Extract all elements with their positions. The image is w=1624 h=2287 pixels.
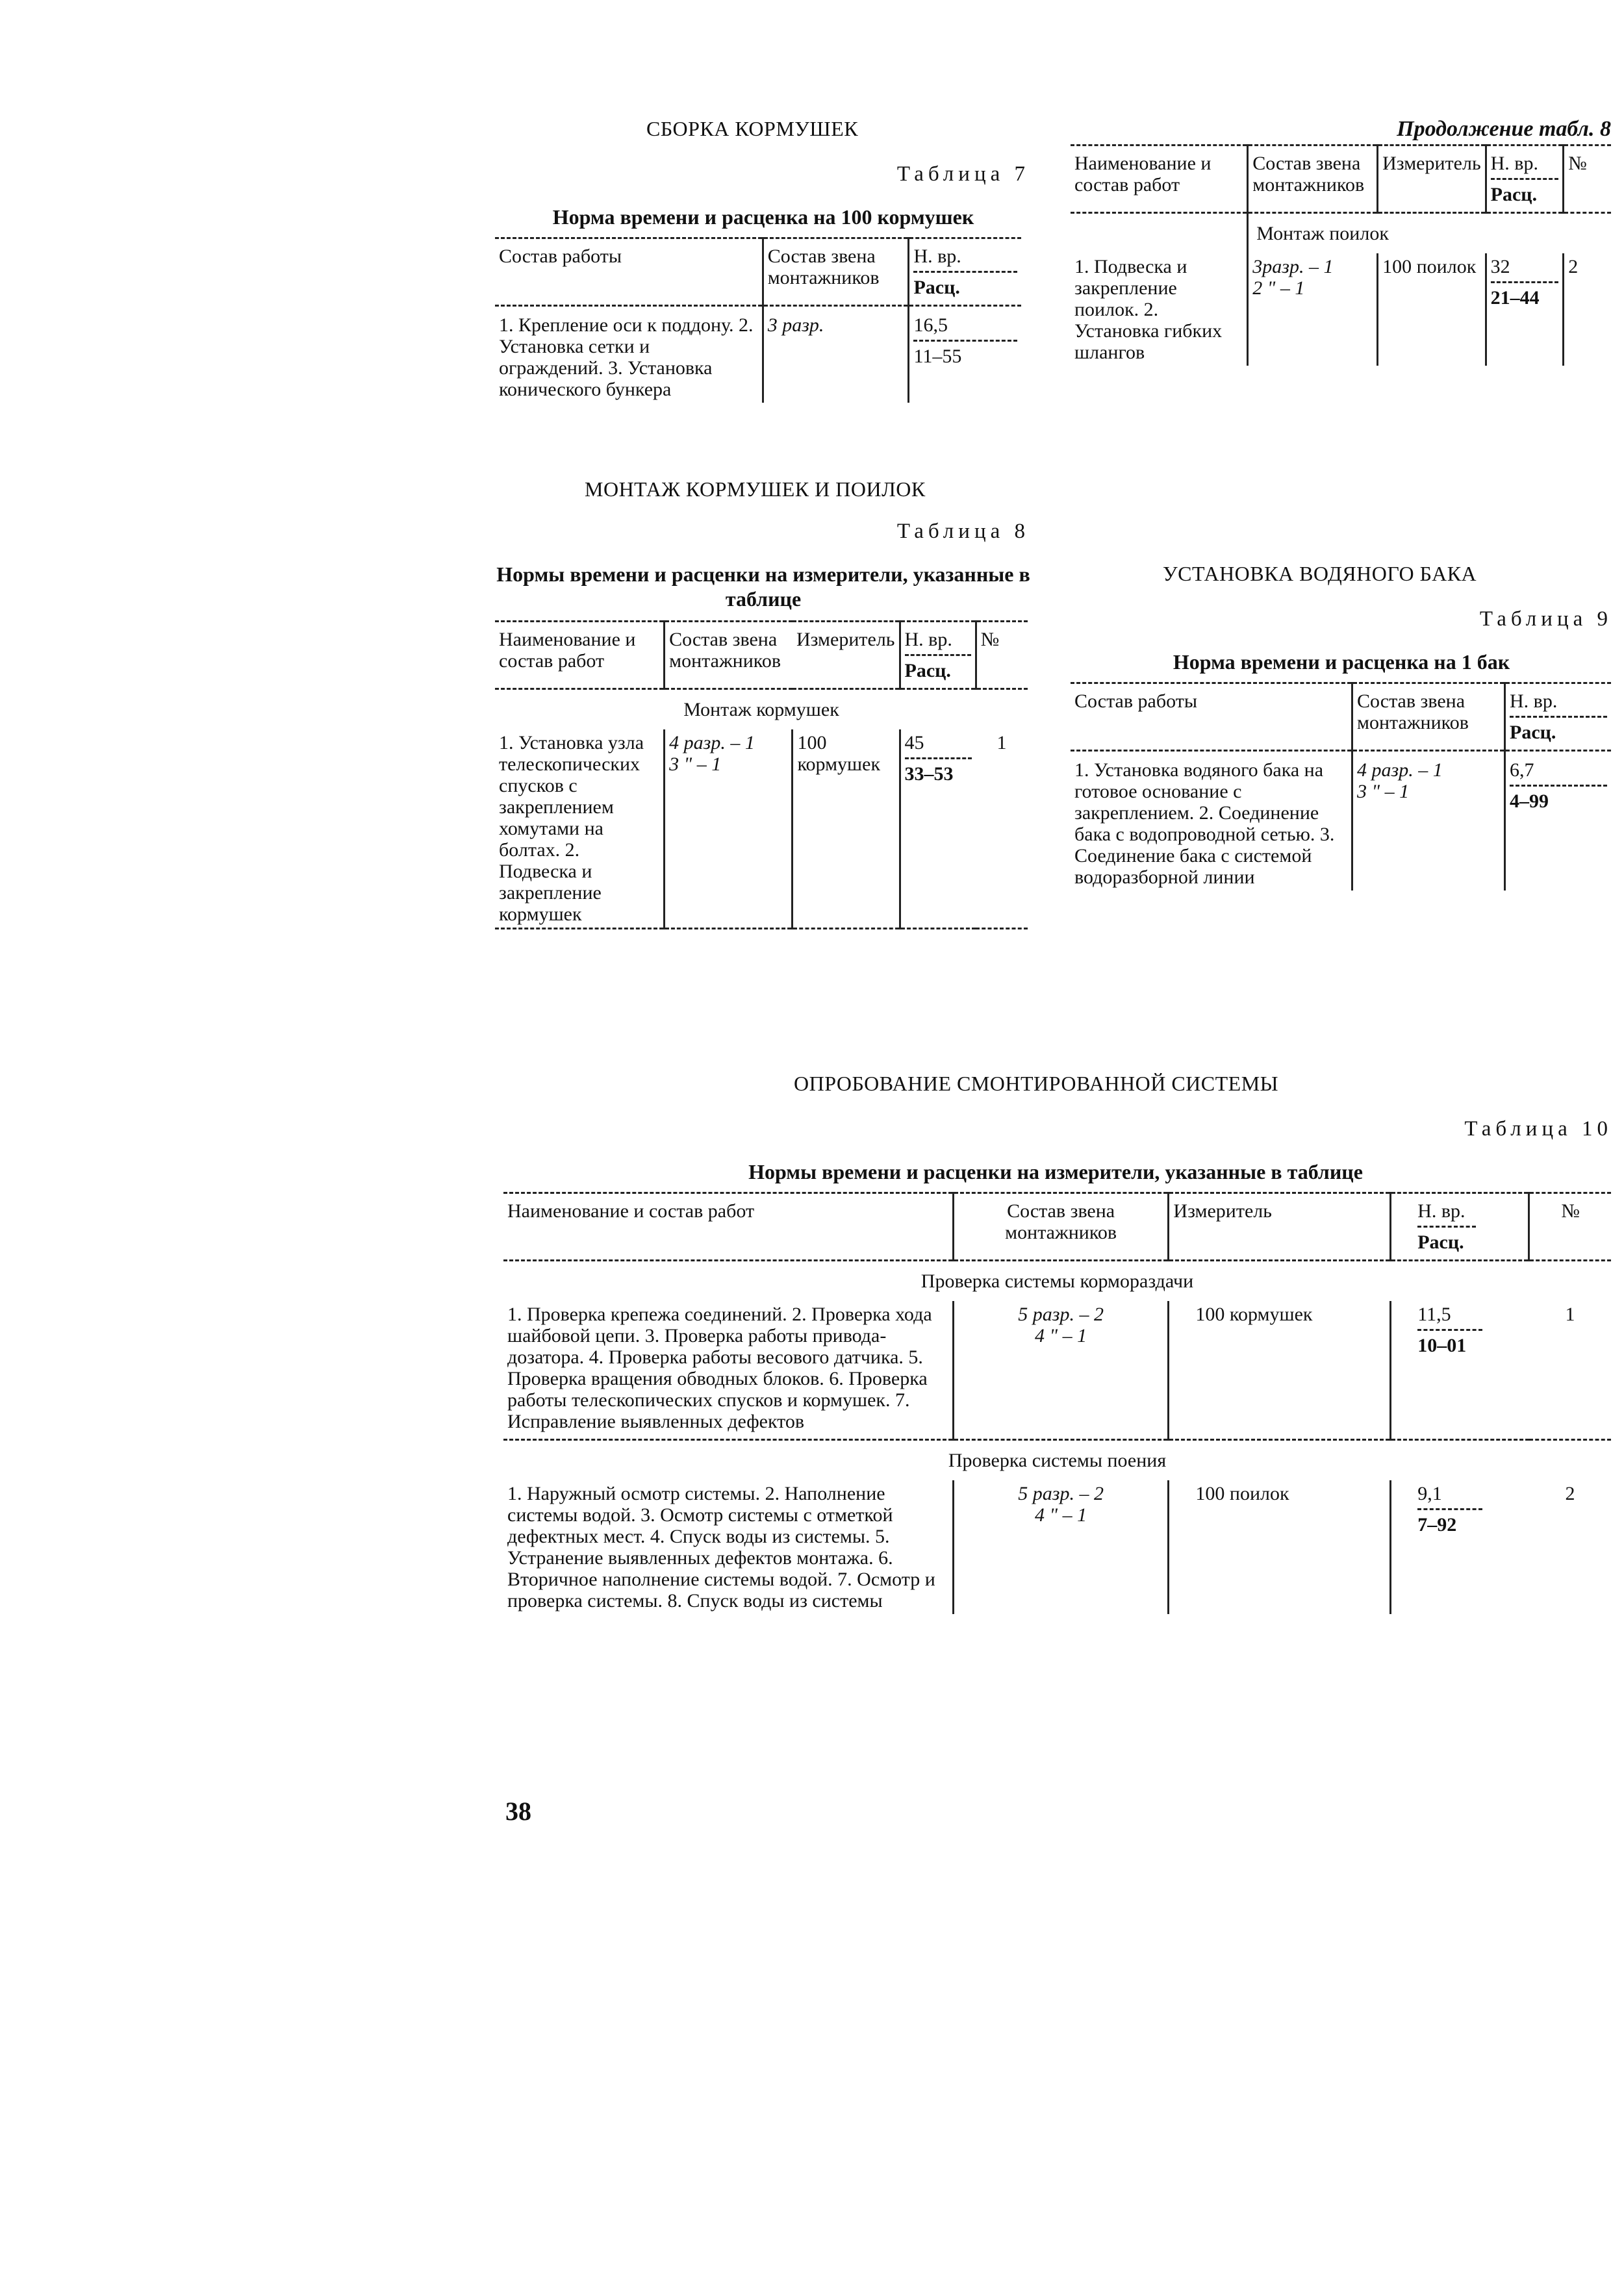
t10-header-crew: Состав звена монтажников (953, 1193, 1169, 1261)
t8-row-norm (900, 729, 976, 929)
t8-row-num: 1 (976, 729, 1028, 929)
table7-label: Таблица 7 (896, 162, 1030, 186)
t10-header-work: Наименование и состав работ (503, 1193, 953, 1261)
t10-header-rate-label: Расц. (1417, 1226, 1476, 1253)
t7-row-crew: 3 разр. (763, 306, 909, 403)
t7-rate-value: 11–55 (913, 340, 1017, 367)
t9-row-norm (1505, 751, 1612, 891)
t8c-crew-line1: 3разр. – 1 (1252, 256, 1334, 277)
t10-row2-unit: 100 поилок (1169, 1480, 1391, 1614)
t8-section-feeders: Монтаж кормушек (683, 699, 839, 720)
t8c-row-norm (1486, 253, 1564, 366)
section-title-feeders-drinkers-mount: МОНТАЖ КОРМУШЕК И ПОИЛОК (585, 477, 926, 501)
t10-row1-norm (1391, 1301, 1529, 1440)
t8c-header-unit: Измеритель (1378, 145, 1486, 213)
table8-label: Таблица 8 (896, 520, 1030, 543)
t10-row1-rate-value: 10–01 (1417, 1329, 1482, 1356)
t7-header-rate-label: Расц. (913, 271, 1017, 298)
t9-row-work: 1. Установка водяного бака на готовое основание с закреплением. 2. Соединение бака с водопроводной сетью. 3. Соединение бака с системой водоразборной линии (1074, 759, 1335, 888)
t10-row2-norm (1391, 1480, 1529, 1614)
t8c-header-num: № (1564, 145, 1611, 213)
t8-crew-line2: 3 " – 1 (669, 753, 722, 775)
t10-row2-norm-value: 9,1 (1417, 1483, 1442, 1504)
section-title-feeders-assembly: СБОРКА КОРМУШЕК (646, 117, 859, 140)
table10-label: Таблица 10 (1464, 1117, 1612, 1141)
t8-norm-value: 45 (904, 732, 924, 753)
t8c-header-work: Наименование и состав работ (1071, 145, 1248, 213)
t10-row1-num: 1 (1565, 1304, 1575, 1325)
page-number: 38 (505, 1797, 531, 1826)
t8-header-rate-label: Расц. (905, 654, 971, 681)
t10-header-unit: Измеритель (1169, 1193, 1391, 1261)
t8c-row-unit: 100 поилок (1378, 253, 1486, 366)
table9 (1071, 682, 1611, 891)
t10-row2-crew-line1: 5 разр. – 2 (1018, 1483, 1104, 1504)
t8c-header-norm-label: Н. вр. (1490, 153, 1538, 174)
t9-header-crew: Состав звена монтажников (1352, 683, 1505, 751)
t8-row-unit: 100 кормушек (793, 729, 900, 929)
t10-header-num: № (1529, 1193, 1611, 1261)
t9-crew-line2: 3 " – 1 (1357, 781, 1410, 802)
t8-header-unit: Измеритель (793, 622, 900, 689)
t8-header-norm (900, 622, 976, 689)
section-title-water-tank: УСТАНОВКА ВОДЯНОГО БАКА (1163, 562, 1477, 585)
t8c-rate-value: 21–44 (1491, 281, 1559, 309)
t8-crew-line1: 4 разр. – 1 (669, 732, 755, 753)
t8-header-work: Наименование и состав работ (495, 622, 665, 689)
t8c-header-rate-label: Расц. (1491, 178, 1559, 205)
t10-section-watering: Проверка системы поения (503, 1440, 1611, 1481)
table9-caption: Норма времени и расценка на 1 бак (1173, 650, 1510, 674)
t7-header-work: Состав работы (495, 238, 763, 306)
t10-row1-crew (953, 1301, 1169, 1440)
table8-continuation (1071, 144, 1611, 366)
t10-row1-work: 1. Проверка крепежа соединений. 2. Проверка хода шайбовой цепи. 3. Проверка работы привода-дозатора. 4. Проверка работы весового датчика. 5. Проверка вращения обводных блоков. 6. Проверка работы телескопических спусков и кормушек. 7. Исправление выявленных дефектов (507, 1304, 932, 1432)
t10-row2-rate-value: 7–92 (1417, 1508, 1482, 1535)
t8c-header-norm (1486, 145, 1564, 213)
t9-row-crew (1352, 751, 1505, 891)
t7-header-norm (909, 238, 1021, 306)
t7-header-norm-label: Н. вр. (913, 246, 961, 267)
t9-header-work: Состав работы (1071, 683, 1352, 751)
table7 (495, 237, 1021, 403)
table10-caption: Нормы времени и расценки на измерители, указанные в таблице (748, 1160, 1363, 1183)
t7-row-work: 1. Крепление оси к поддону. 2. Установка сетки и ограждений. 3. Установка конического бункера (499, 314, 754, 400)
t8c-norm-value: 32 (1490, 256, 1510, 277)
t10-row1-crew-line2: 4 " – 1 (1035, 1325, 1087, 1346)
t8-header-crew: Состав звена монтажников (665, 622, 793, 689)
t10-row1-crew-line1: 5 разр. – 2 (1018, 1304, 1104, 1325)
t10-section-feeding: Проверка системы кормораздачи (920, 1270, 1194, 1292)
table10 (503, 1192, 1611, 1614)
t10-row2-crew-line2: 4 " – 1 (1035, 1504, 1087, 1526)
t7-norm-value: 16,5 (913, 314, 948, 336)
t8c-section-drinkers: Монтаж поилок (1248, 213, 1611, 254)
t8c-row-work: 1. Подвеска и закрепление поилок. 2. Установка гибких шлангов (1074, 256, 1223, 363)
t9-crew-line1: 4 разр. – 1 (1357, 759, 1443, 781)
t10-row1-unit: 100 кормушек (1169, 1301, 1391, 1440)
t9-header-norm-label: Н. вр. (1510, 690, 1558, 712)
t7-header-crew: Состав звена монтажников (763, 238, 909, 306)
t8-header-num: № (976, 622, 1028, 689)
t8-row-work: 1. Установка узла телескопических спусков с закреплением хомутами на болтах. 2. Подвеска и закрепление кормушек (495, 729, 665, 929)
t8-header-norm-label: Н. вр. (904, 629, 952, 650)
t8c-crew-line2: 2 " – 1 (1252, 277, 1305, 299)
table7-caption: Норма времени и расценка на 100 кормушек (552, 205, 974, 229)
t10-row2-work: 1. Наружный осмотр системы. 2. Наполнение системы водой. 3. Осмотр системы с отметкой дефектных мест. 4. Спуск воды из системы. 5. Устранение выявленных дефектов монтажа. 6. Вторичное наполнение системы водой. 7. Осмотр и проверка системы. 8. Спуск воды из системы (507, 1483, 935, 1611)
t9-header-norm (1505, 683, 1612, 751)
t8c-header-crew: Состав звена монтажников (1248, 145, 1378, 213)
t10-row1-norm-value: 11,5 (1417, 1304, 1451, 1325)
t7-row-norm (909, 306, 1021, 403)
t10-header-norm (1391, 1193, 1529, 1261)
t9-norm-value: 6,7 (1510, 759, 1534, 781)
table8 (495, 620, 1028, 929)
t8c-row-crew (1248, 253, 1378, 366)
t8-rate-value: 33–53 (905, 757, 972, 785)
section-title-system-testing: ОПРОБОВАНИЕ СМОНТИРОВАННОЙ СИСТЕМЫ (794, 1072, 1279, 1095)
t9-header-rate-label: Расц. (1510, 716, 1607, 743)
t10-row2-num: 2 (1565, 1483, 1575, 1504)
t8c-row-num: 2 (1564, 253, 1611, 366)
t9-rate-value: 4–99 (1510, 785, 1607, 812)
table8-caption: Нормы времени и расценки на измерители, указанные в таблице (496, 562, 1030, 611)
table8-continuation-label: Продолжение табл. 8 (1397, 117, 1611, 141)
table9-label: Таблица 9 (1479, 607, 1612, 631)
t10-header-norm-label: Н. вр. (1417, 1200, 1465, 1222)
t8-row-crew (665, 729, 793, 929)
t10-row2-crew (953, 1480, 1169, 1614)
